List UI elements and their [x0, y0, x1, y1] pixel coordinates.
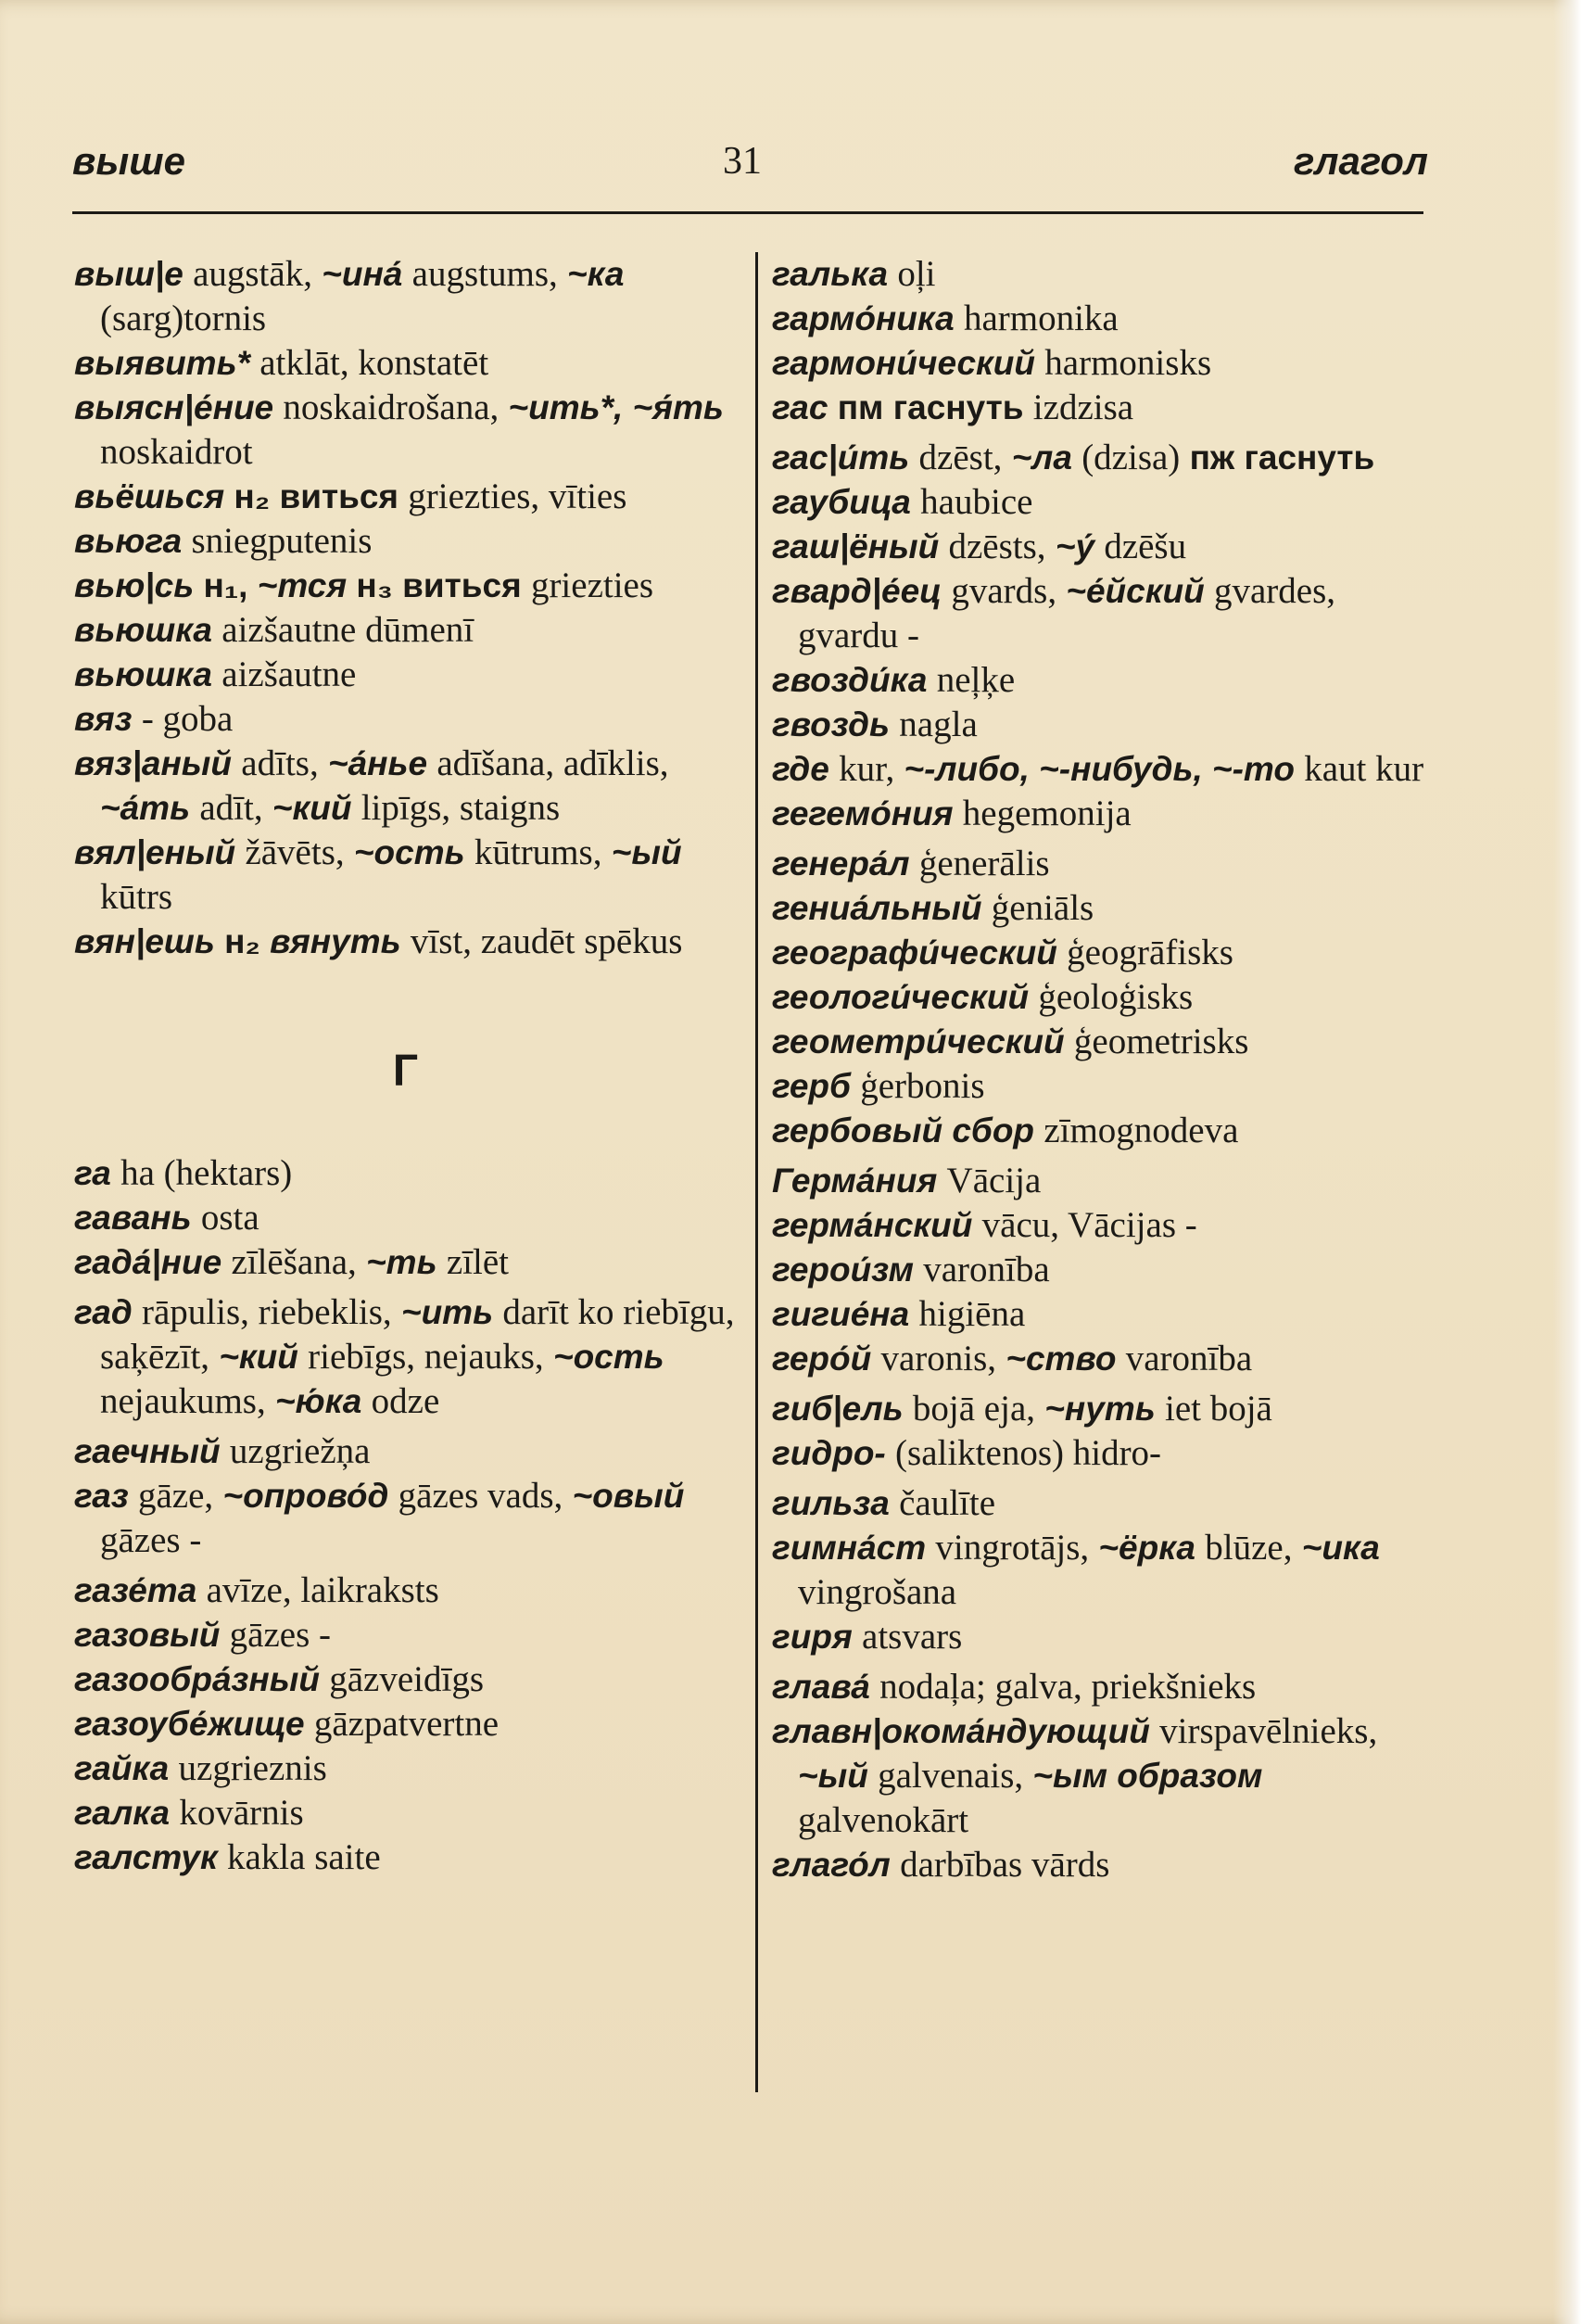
dictionary-entry: геро́й varonis, ~ство varonība: [772, 1339, 1253, 1378]
dictionary-entry: гиря atsvars: [772, 1617, 963, 1657]
dictionary-entry: выш|е augstāk, ~ина́ augstums, ~ка (sarg)tornis: [74, 254, 625, 338]
header-rule: [72, 211, 1423, 214]
dictionary-entry: вяз|аный adīts, ~а́нье adīšana, adīklis, ~а́ть adīt, ~кий lipīgs, staigns: [74, 743, 669, 828]
dictionary-entry: Герма́ния Vācija: [772, 1161, 1042, 1200]
dictionary-entry: газоубе́жище gāzpatvertne: [74, 1704, 500, 1744]
dictionary-entry: вяз - goba: [74, 699, 234, 739]
left-column: [74, 252, 737, 1880]
dictionary-entry: географи́ческий ģeogrāfisks: [772, 933, 1233, 972]
dictionary-entry: гвард|е́ец gvards, ~е́йский gvardes, gvardu -: [772, 571, 1336, 655]
dictionary-entry: вьюшка aizšautne dūmenī: [74, 610, 474, 650]
dictionary-entry: гиб|ель bojā eja, ~нуть iet bojā: [772, 1389, 1272, 1429]
dictionary-entry: гармони́ческий harmonisks: [772, 343, 1212, 383]
dictionary-entry: гаш|ёный dzēsts, ~у́ dzēšu: [772, 527, 1187, 566]
dictionary-entry: вью|сь н₁, ~тся н₃ виться griezties: [74, 565, 654, 605]
dictionary-entry: герб ģerbonis: [772, 1066, 985, 1106]
dictionary-entry: гавань osta: [74, 1198, 259, 1238]
dictionary-entry: геологи́ческий ģeoloģisks: [772, 977, 1194, 1017]
dictionary-entry: гигие́на higiēna: [772, 1294, 1026, 1334]
dictionary-entry: галстук kakla saite: [74, 1837, 381, 1877]
dictionary-entry: галка kovārnis: [74, 1793, 304, 1833]
dictionary-entry: геометри́ческий ģeometrisks: [772, 1022, 1249, 1061]
dictionary-entry: генера́л ģenerālis: [772, 844, 1050, 883]
dictionary-entry: га ha (hektars): [74, 1153, 293, 1193]
dictionary-entry: герои́зм varonība: [772, 1250, 1050, 1289]
running-head-right: глагол: [1293, 139, 1428, 183]
dictionary-entry: вял|еный žāvēts, ~ость kūtrums, ~ый kūtrs: [74, 832, 682, 917]
dictionary-entry: гад rāpulis, riebeklis, ~ить darīt ko riebīgu, saķēzīt, ~кий riebīgs, nejauks, ~ость nejaukums, ~ю́ка odze: [74, 1292, 735, 1421]
running-head-left: выше: [72, 139, 185, 183]
dictionary-entry: гимна́ст vingrotājs, ~ёрка blūze, ~ика vingrošana: [772, 1528, 1380, 1612]
dictionary-entry: глава́ nodaļa; galva, priekšnieks: [772, 1667, 1257, 1707]
dictionary-entry: выясн|е́ние noskaidrošana, ~ить*, ~я́ть noskaidrot: [74, 387, 724, 472]
dictionary-entry: газообра́зный gāzveidīgs: [74, 1659, 485, 1699]
dictionary-entry: гвозди́ка neļķe: [772, 660, 1016, 700]
dictionary-entry: гада́|ние zīlēšana, ~ть zīlēt: [74, 1242, 509, 1282]
dictionary-entry: гвоздь nagla: [772, 705, 978, 744]
dictionary-entry: гениа́льный ģeniāls: [772, 888, 1094, 928]
right-column: [772, 252, 1425, 1887]
dictionary-entry: герма́нский vācu, Vācijas -: [772, 1205, 1197, 1245]
dictionary-entry: газе́та avīze, laikraksts: [74, 1570, 439, 1610]
section-letter: Г: [392, 1047, 419, 1096]
dictionary-entry: гидро- (saliktenos) hidro-: [772, 1433, 1162, 1473]
dictionary-entry: гайка uzgrieznis: [74, 1748, 327, 1788]
dictionary-entry: главн|окома́ндующий virspavēlnieks, ~ый galvenais, ~ым образом galvenokārt: [772, 1711, 1378, 1840]
dictionary-entry: гаубица haubice: [772, 482, 1033, 522]
dictionary-entry: вьюга sniegputenis: [74, 521, 373, 561]
dictionary-entry: газовый gāzes -: [74, 1615, 332, 1655]
dictionary-entry: вьёшься н₂ виться griezties, vīties: [74, 476, 627, 516]
dictionary-entry: глаго́л darbības vārds: [772, 1845, 1110, 1885]
dictionary-entry: вян|ешь н₂ вянуть vīst, zaudēt spēkus: [74, 921, 683, 961]
dictionary-entry: гербовый сбор zīmognodeva: [772, 1111, 1239, 1150]
column-divider: [755, 252, 758, 2092]
dictionary-entry: гас пм гаснуть izdzisa: [772, 387, 1134, 427]
dictionary-entry: гаечный uzgriežņa: [74, 1431, 371, 1471]
dictionary-entry: где kur, ~-либо, ~-нибудь, ~-то kaut kur: [772, 749, 1424, 789]
dictionary-entry: выявить* atklāt, konstatēt: [74, 343, 489, 383]
dictionary-entry: гегемо́ния hegemonija: [772, 794, 1132, 833]
dictionary-entry: гас|и́ть dzēst, ~ла (dzisa) пж гаснуть: [772, 438, 1375, 477]
page-number: 31: [723, 140, 762, 183]
dictionary-entry: галька oļi: [772, 254, 936, 294]
dictionary-entry: газ gāze, ~опрово́д gāzes vads, ~овый gāzes -: [74, 1476, 685, 1560]
dictionary-entry: гильза čaulīte: [772, 1483, 996, 1523]
dictionary-entry: гармо́ника harmonika: [772, 298, 1119, 338]
dictionary-entry: вьюшка aizšautne: [74, 654, 357, 694]
